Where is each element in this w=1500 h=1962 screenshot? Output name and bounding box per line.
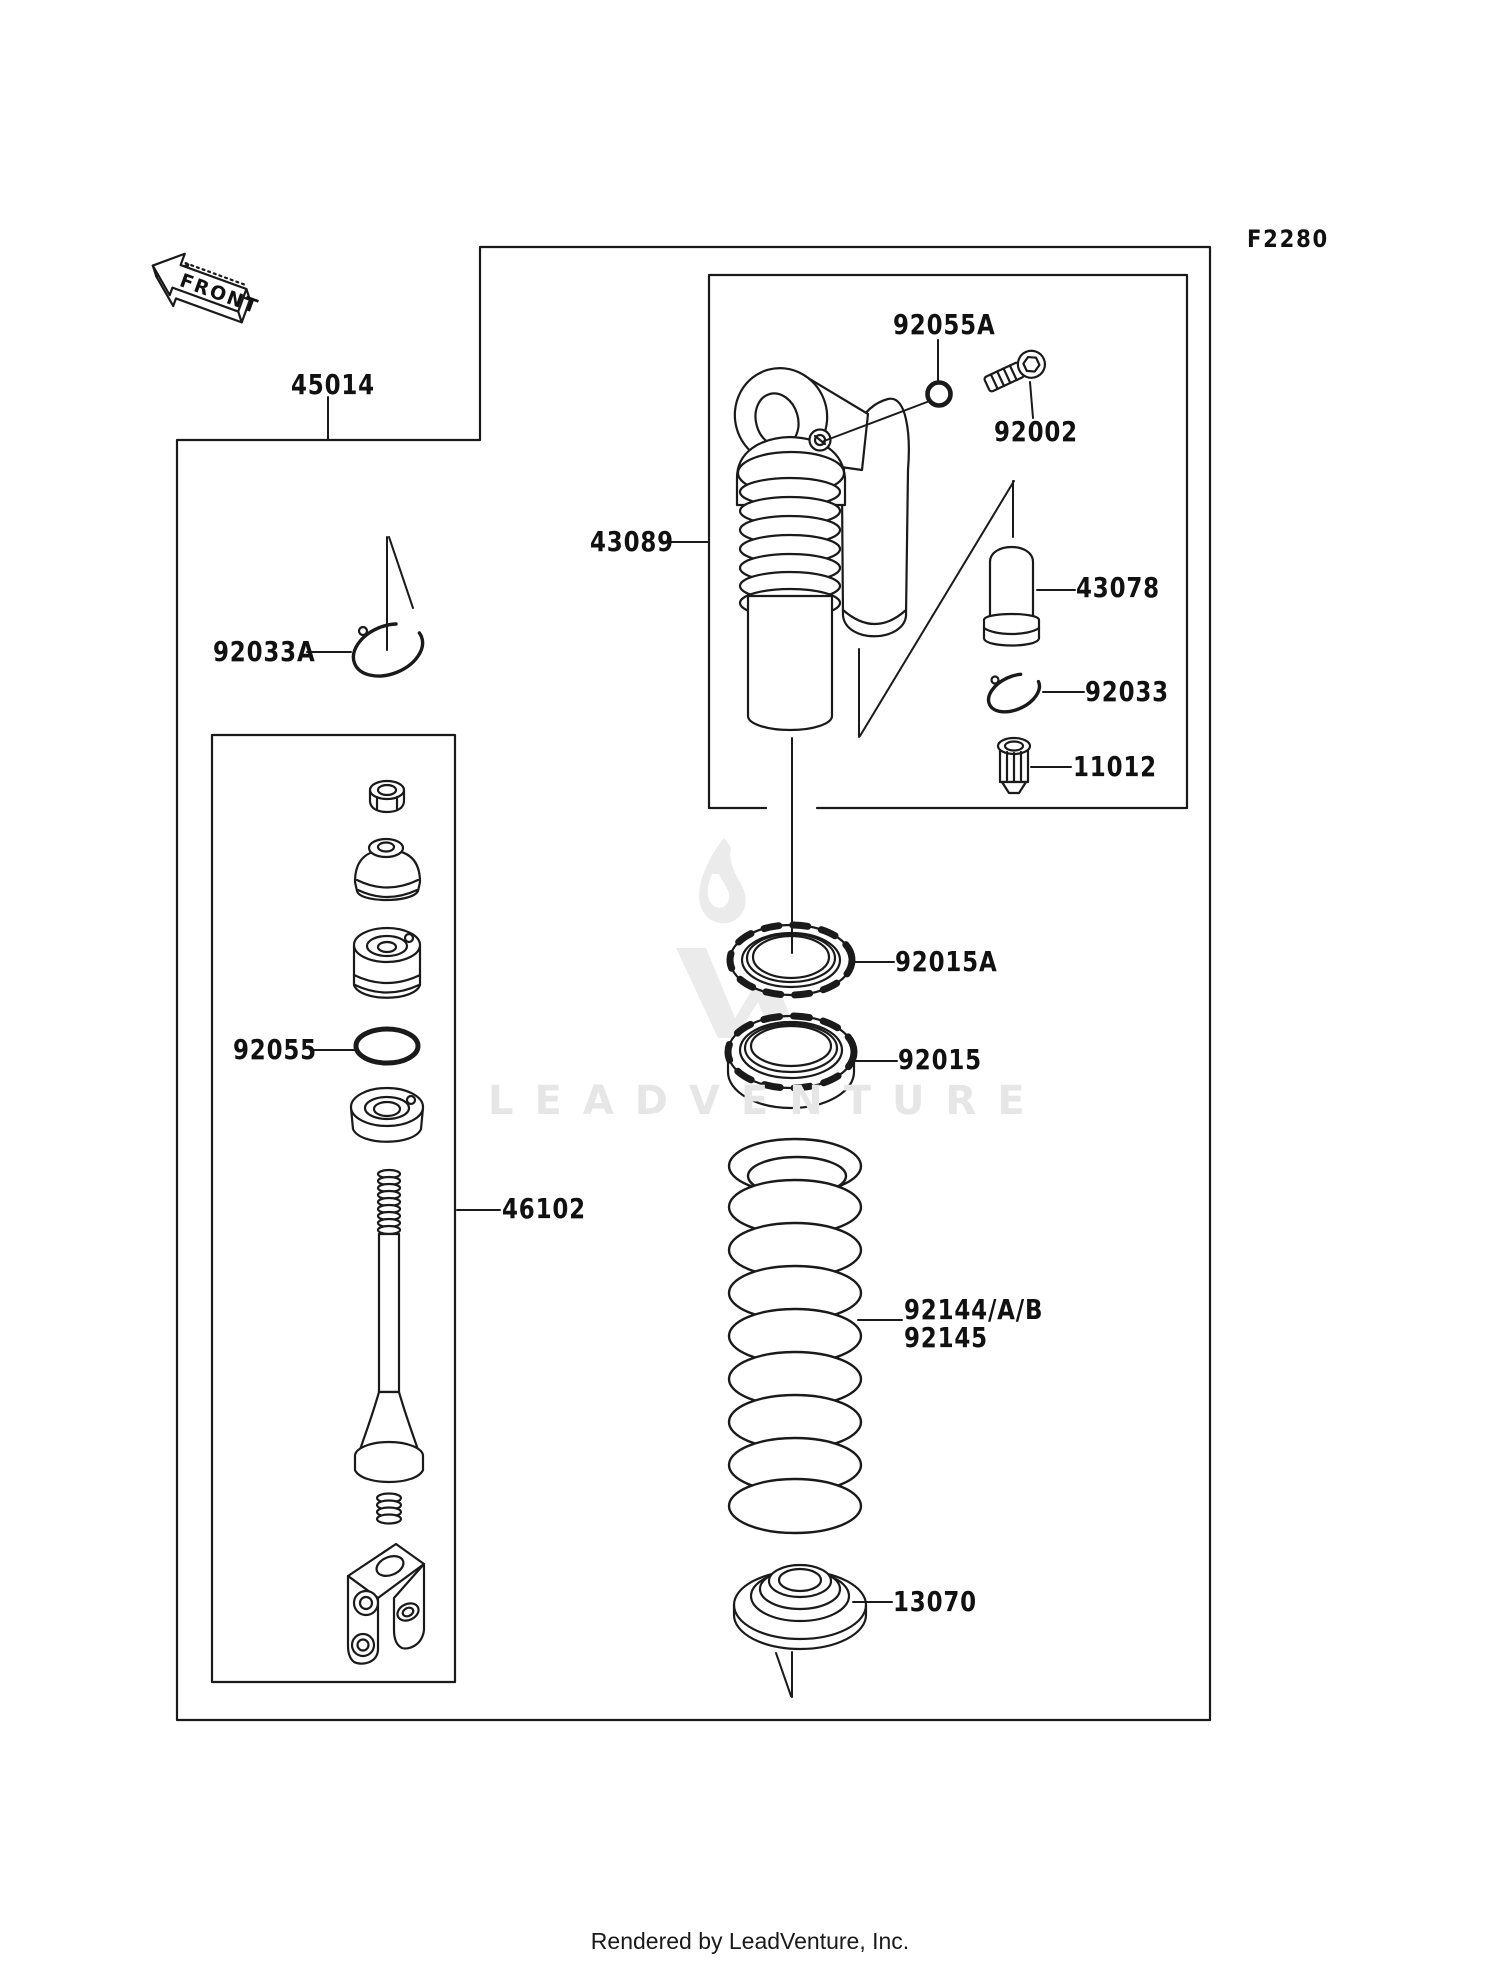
watermark: LEADVENTURE [488, 1078, 1046, 1124]
rod-lower-stopper [354, 928, 420, 998]
label-oring-92055: 92055 [233, 1033, 317, 1066]
shock-lower-cylinder [748, 596, 832, 730]
oring-92055 [356, 1029, 418, 1063]
coil-spring [729, 1139, 861, 1533]
reservoir-cap-43078 [984, 547, 1039, 646]
label-spring-92144 [904, 1293, 1044, 1354]
bolt-92002 [981, 346, 1049, 397]
label-bolt-92002: 92002 [994, 415, 1078, 448]
label-circlip-92033: 92033 [1085, 675, 1169, 708]
figure-code: F2280 [1247, 225, 1330, 253]
label-oring-92055a: 92055A [893, 308, 996, 341]
damper-rod [355, 1170, 423, 1524]
front-arrow-label: FRONT [176, 269, 262, 319]
label-nut-92015: 92015 [898, 1043, 982, 1076]
label-shock-43089: 43089 [590, 525, 674, 558]
label-nut-92015a: 92015A [895, 945, 998, 978]
rod-nut [370, 781, 404, 812]
rod-assembly-46102 [348, 781, 424, 1664]
label-valve-11012: 11012 [1073, 750, 1157, 783]
label-rod-46102: 46102 [502, 1192, 586, 1225]
footer-credit: Rendered by LeadVenture, Inc. [590, 1928, 910, 1954]
air-valve-11012 [998, 738, 1030, 793]
circlip-92033 [983, 667, 1046, 720]
rod-clevis [348, 1544, 424, 1664]
label-assembly-45014: 45014 [291, 368, 375, 401]
label-cap-43078: 43078 [1076, 571, 1160, 604]
oring-92055a [928, 383, 951, 406]
label-spring-line1: 92144/A/B [904, 1293, 1044, 1326]
shock-absorber-drawing [724, 357, 909, 730]
leader-lines [307, 340, 1084, 1697]
rod-upper-stopper [355, 839, 420, 900]
front-direction-arrow [142, 245, 267, 334]
label-seat-13070: 13070 [893, 1585, 977, 1618]
label-circlip-92033a: 92033A [213, 635, 316, 668]
label-spring-line2: 92145 [904, 1321, 988, 1354]
rod-seat-washer [351, 1088, 423, 1142]
spring-seat-13070 [734, 1565, 866, 1649]
